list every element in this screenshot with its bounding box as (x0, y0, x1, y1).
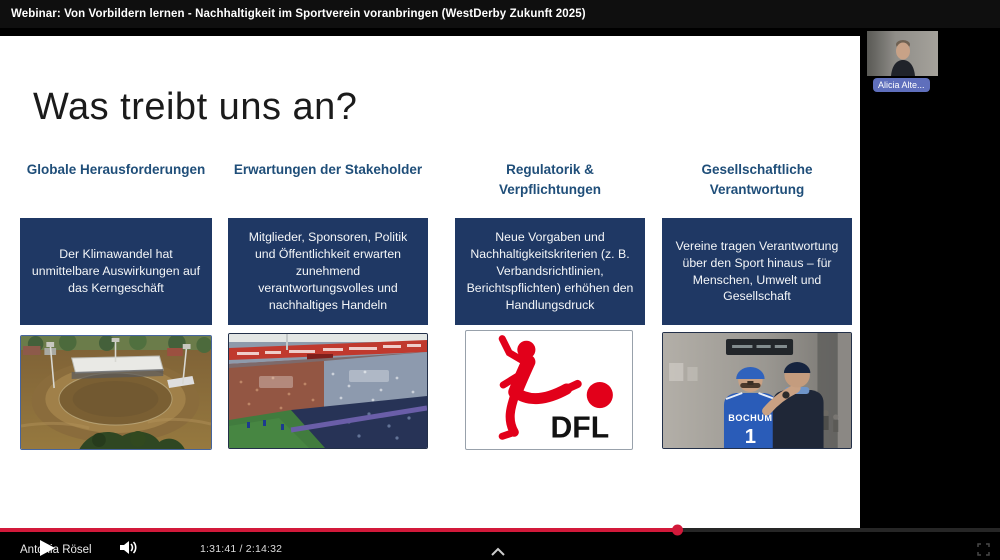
column-stakeholder-expectations (228, 160, 428, 460)
dfl-logo (466, 331, 632, 449)
stadium-crowd-illustration (229, 334, 427, 448)
jersey-number: 1 (744, 426, 757, 448)
column-textbox: Mitglieder, Sponsoren, Politik und Öffentlichkeit erwarten zunehmend verantwortungsvolles und nachhaltiges Handeln (228, 218, 428, 325)
webcam-tile[interactable] (867, 31, 938, 76)
chevron-up-icon[interactable] (490, 543, 506, 552)
column-social-responsibility (662, 160, 852, 460)
webcam-participant-name: Alicia Alte... (873, 78, 930, 92)
column-textbox: Neue Vorgaben und Nachhaltigkeitskriterien (z. B. Verbandsrichtlinien, Berichtspflichten) erhöhen den Handlungsdruck (455, 218, 645, 325)
speaker-caption: Antonia Rösel (20, 544, 92, 556)
flooded-stadium-illustration (21, 336, 211, 449)
dfl-logo-image (465, 330, 633, 450)
presentation-slide (0, 36, 860, 528)
column-regulation (455, 160, 645, 460)
column-textbox: Vereine tragen Verantwortung über den Sport hinaus – für Menschen, Umwelt und Gesellschaft (662, 218, 852, 325)
progress-bar[interactable] (0, 528, 1000, 532)
webcam-video (867, 31, 938, 76)
column-header: Globale Herausforderungen (26, 162, 206, 177)
play-button[interactable] (40, 540, 55, 556)
volume-icon (119, 540, 139, 555)
progress-playhead[interactable] (672, 525, 683, 536)
column-header: Gesellschaftliche Verantwortung (701, 162, 813, 197)
progress-played (0, 528, 678, 532)
bochum-kids-illustration (663, 333, 851, 448)
flooded-stadium-photo (20, 335, 212, 450)
volume-button[interactable] (119, 540, 139, 555)
column-header: Erwartungen der Stakeholder (233, 162, 423, 177)
fullscreen-button[interactable] (977, 543, 990, 556)
column-textbox: Der Klimawandel hat unmittelbare Auswirkungen auf das Kerngeschäft (20, 218, 212, 325)
slide-title: Was treibt uns an? (33, 86, 358, 128)
video-titlebar (0, 0, 1000, 28)
column-header: Regulatorik & Verpflichtungen (498, 162, 601, 197)
jersey-text: BOCHUM (728, 413, 773, 423)
column-global-challenges (20, 160, 212, 460)
bochum-kids-photo (662, 332, 852, 449)
dfl-logo-text: DFL (550, 411, 610, 445)
time-display: 1:31:41 / 2:14:32 (200, 543, 283, 555)
stadium-crowd-photo (228, 333, 428, 449)
video-title: Webinar: Von Vorbildern lernen - Nachhaltigkeit im Sportverein voranbringen (WestDerby Zukunft 2025) (11, 8, 586, 20)
